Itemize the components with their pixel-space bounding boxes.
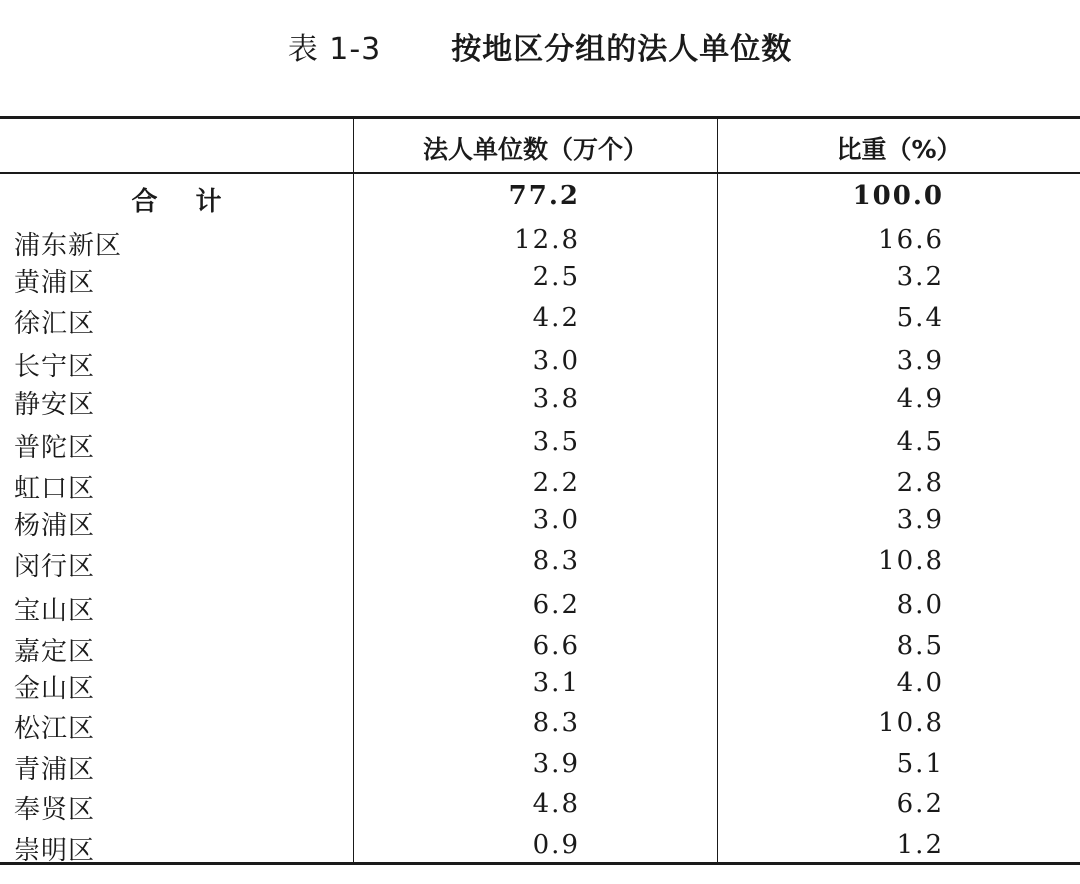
table-row (0, 789, 1080, 829)
header-share: 比重（%） (836, 135, 962, 164)
region-count: 3.1 (532, 668, 580, 698)
table-row (0, 708, 1080, 748)
table-row (0, 668, 1080, 708)
region-count: 3.5 (532, 427, 580, 457)
region-share: 4.9 (896, 384, 944, 414)
region-count: 2.5 (532, 262, 580, 292)
region-share: 8.5 (896, 631, 944, 661)
region-name: 金山区 (14, 674, 96, 704)
region-share: 2.8 (896, 468, 944, 498)
region-share: 5.1 (896, 749, 944, 779)
region-name: 崇明区 (14, 836, 96, 866)
table-row (0, 427, 1080, 467)
region-share: 3.9 (896, 346, 944, 376)
region-count: 4.8 (532, 789, 580, 819)
total-label-b: 计 (195, 187, 222, 217)
total-row (0, 181, 1080, 221)
table-row (0, 468, 1080, 508)
region-name: 杨浦区 (14, 511, 96, 541)
table-row (0, 590, 1080, 630)
region-name: 黄浦区 (14, 268, 96, 298)
region-name: 青浦区 (14, 755, 96, 785)
region-name: 宝山区 (14, 596, 96, 626)
header-rule (0, 172, 1080, 174)
table-row (0, 505, 1080, 545)
region-name: 静安区 (14, 390, 96, 420)
region-count: 6.6 (532, 631, 580, 661)
region-count: 3.8 (532, 384, 580, 414)
table-row (0, 346, 1080, 386)
table-caption: 按地区分组的法人单位数 (451, 32, 793, 67)
region-share: 4.5 (896, 427, 944, 457)
region-share: 16.6 (878, 225, 944, 255)
region-share: 5.4 (896, 303, 944, 333)
region-name: 长宁区 (14, 352, 96, 382)
region-count: 3.0 (532, 346, 580, 376)
table-row (0, 384, 1080, 424)
region-name: 虹口区 (14, 474, 96, 504)
region-count: 8.3 (532, 546, 580, 576)
region-count: 3.0 (532, 505, 580, 535)
total-label (0, 181, 353, 218)
region-share: 8.0 (896, 590, 944, 620)
region-name: 普陀区 (14, 433, 96, 463)
top-rule (0, 116, 1080, 119)
table-row (0, 631, 1080, 671)
table-row (0, 546, 1080, 586)
region-count: 8.3 (532, 708, 580, 738)
region-count: 3.9 (532, 749, 580, 779)
table-number: 表 1-3 (287, 32, 382, 67)
total-count: 77.2 (508, 181, 580, 211)
region-count: 12.8 (514, 225, 580, 255)
table-row (0, 830, 1080, 870)
region-count: 0.9 (532, 830, 580, 860)
region-name: 奉贤区 (14, 795, 96, 825)
table-row (0, 749, 1080, 789)
region-name: 嘉定区 (14, 637, 96, 667)
region-share: 3.9 (896, 505, 944, 535)
region-share: 3.2 (896, 262, 944, 292)
region-count: 6.2 (532, 590, 580, 620)
region-share: 6.2 (896, 789, 944, 819)
region-name: 浦东新区 (14, 231, 123, 261)
region-share: 10.8 (878, 546, 944, 576)
table-row (0, 225, 1080, 265)
region-name: 闵行区 (14, 552, 96, 582)
total-label-a: 合 (131, 187, 158, 217)
table-row (0, 303, 1080, 343)
table-title (0, 24, 1080, 68)
region-share: 1.2 (896, 830, 944, 860)
region-count: 4.2 (532, 303, 580, 333)
region-name: 徐汇区 (14, 309, 96, 339)
table-row (0, 262, 1080, 302)
region-share: 10.8 (878, 708, 944, 738)
region-name: 松江区 (14, 714, 96, 744)
region-share: 4.0 (896, 668, 944, 698)
region-count: 2.2 (532, 468, 580, 498)
header-count: 法人单位数（万个） (422, 135, 648, 164)
total-share: 100.0 (852, 181, 944, 211)
